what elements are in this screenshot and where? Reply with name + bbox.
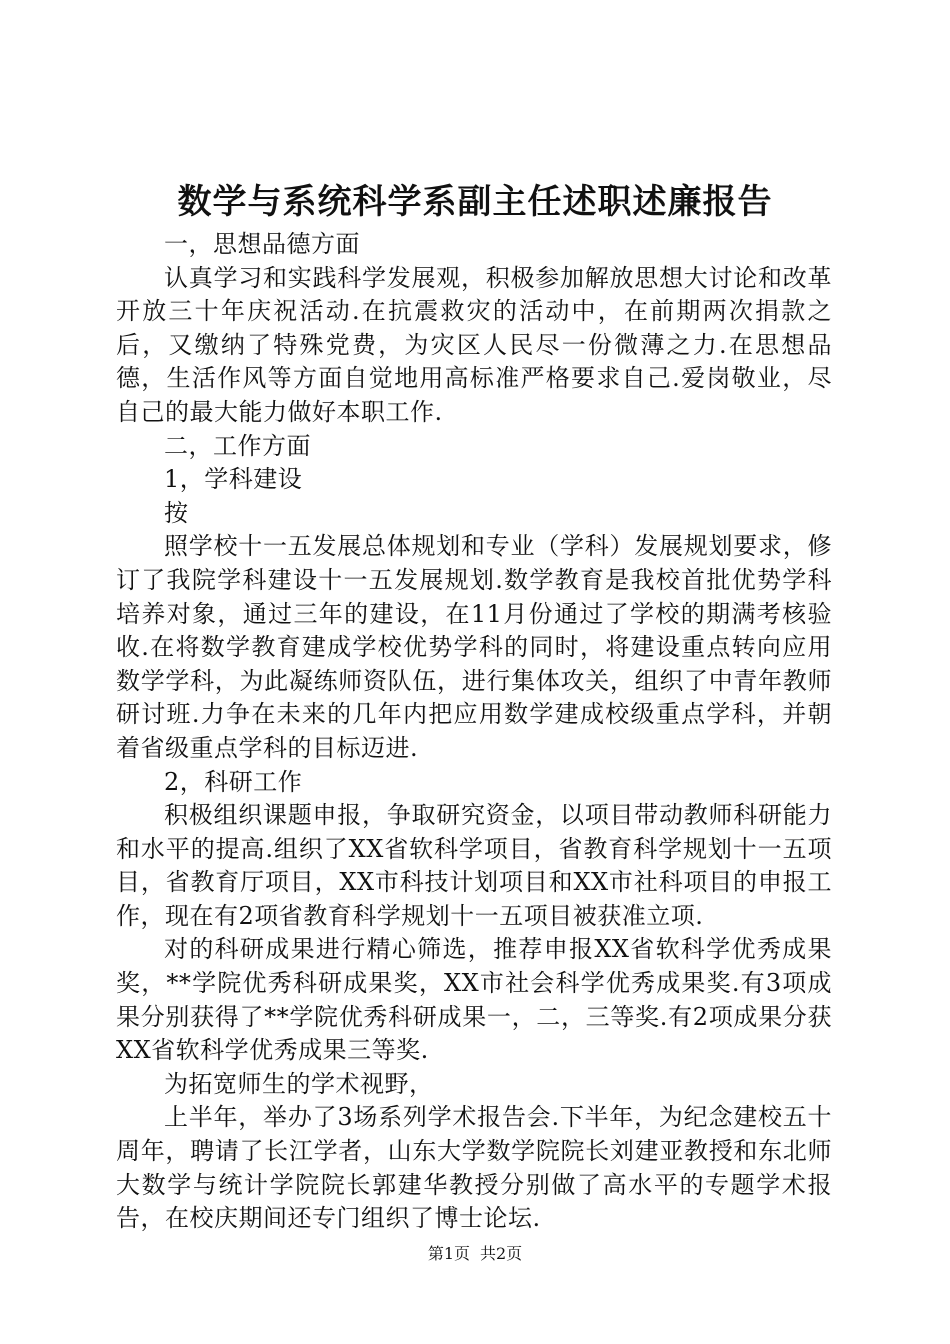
body-paragraph: 按: [164, 498, 189, 527]
page-total: 共2页: [480, 1244, 523, 1263]
page-number: 第1页: [427, 1244, 470, 1263]
body-paragraph: 为拓宽师生的学术视野，: [164, 1069, 434, 1098]
body-paragraph: 积极组织课题申报，争取研究资金，以项目带动教师科研能力和水平的提高.组织了XX省软科学项目，省教育科学规划十一五项目，省教育厅项目，XX市科技计划项目和XX市社科项目的申报工作，现在有2项省教育科学规划十一五项目被获准立项.: [116, 801, 832, 930]
page-footer: [0, 1244, 950, 1264]
body-paragraph: 上半年，举办了3场系列学术报告会.下半年，为纪念建校五十周年，聘请了长江学者，山东大学数学院院长刘建亚教授和东北师大数学与统计学院院长郭建华教授分别做了高水平的专题学术报告，在校庆期间还专门组织了博士论坛.: [116, 1103, 832, 1233]
body-paragraph: 对的科研成果进行精心筛选，推荐申报XX省软科学优秀成果奖，**学院优秀科研成果奖，XX市社会科学优秀成果奖.有3项成果分别获得了**学院优秀科研成果一，二，三等奖.有2项成果分获XX省软科学优秀成果三等奖.: [116, 935, 832, 1065]
document-title: 数学与系统科学系副主任述职述廉报告: [177, 182, 773, 222]
section-heading: 一，思想品德方面: [164, 230, 360, 258]
body-paragraph: 认真学习和实践科学发展观，积极参加解放思想大讨论和改革开放三十年庆祝活动.在抗震救灾的活动中，在前期两次捐款之后，又缴纳了特殊党费，为灾区人民尽一份微薄之力.在思想品德，生活作风等方面自觉地用高标准严格要求自己.爱岗敬业，尽自己的最大能力做好本职工作.: [116, 263, 832, 426]
document-body: [116, 228, 832, 1236]
subsection-heading: 2，科研工作: [164, 767, 303, 796]
section-heading: 二，工作方面: [164, 431, 311, 460]
subsection-heading: 1，学科建设: [164, 465, 303, 494]
body-paragraph: 照学校十一五发展总体规划和专业（学科）发展规划要求，修订了我院学科建设十一五发展规划.数学教育是我校首批优势学科培养对象，通过三年的建设，在11月份通过了学校的期满考核验收.在将数学教育建成学校优势学科的同时，将建设重点转向应用数学学科，为此凝练师资队伍，进行集体攻关，组织了中青年教师研讨班.力争在未来的几年内把应用数学建成校级重点学科，并朝着省级重点学科的目标迈进.: [116, 532, 832, 762]
